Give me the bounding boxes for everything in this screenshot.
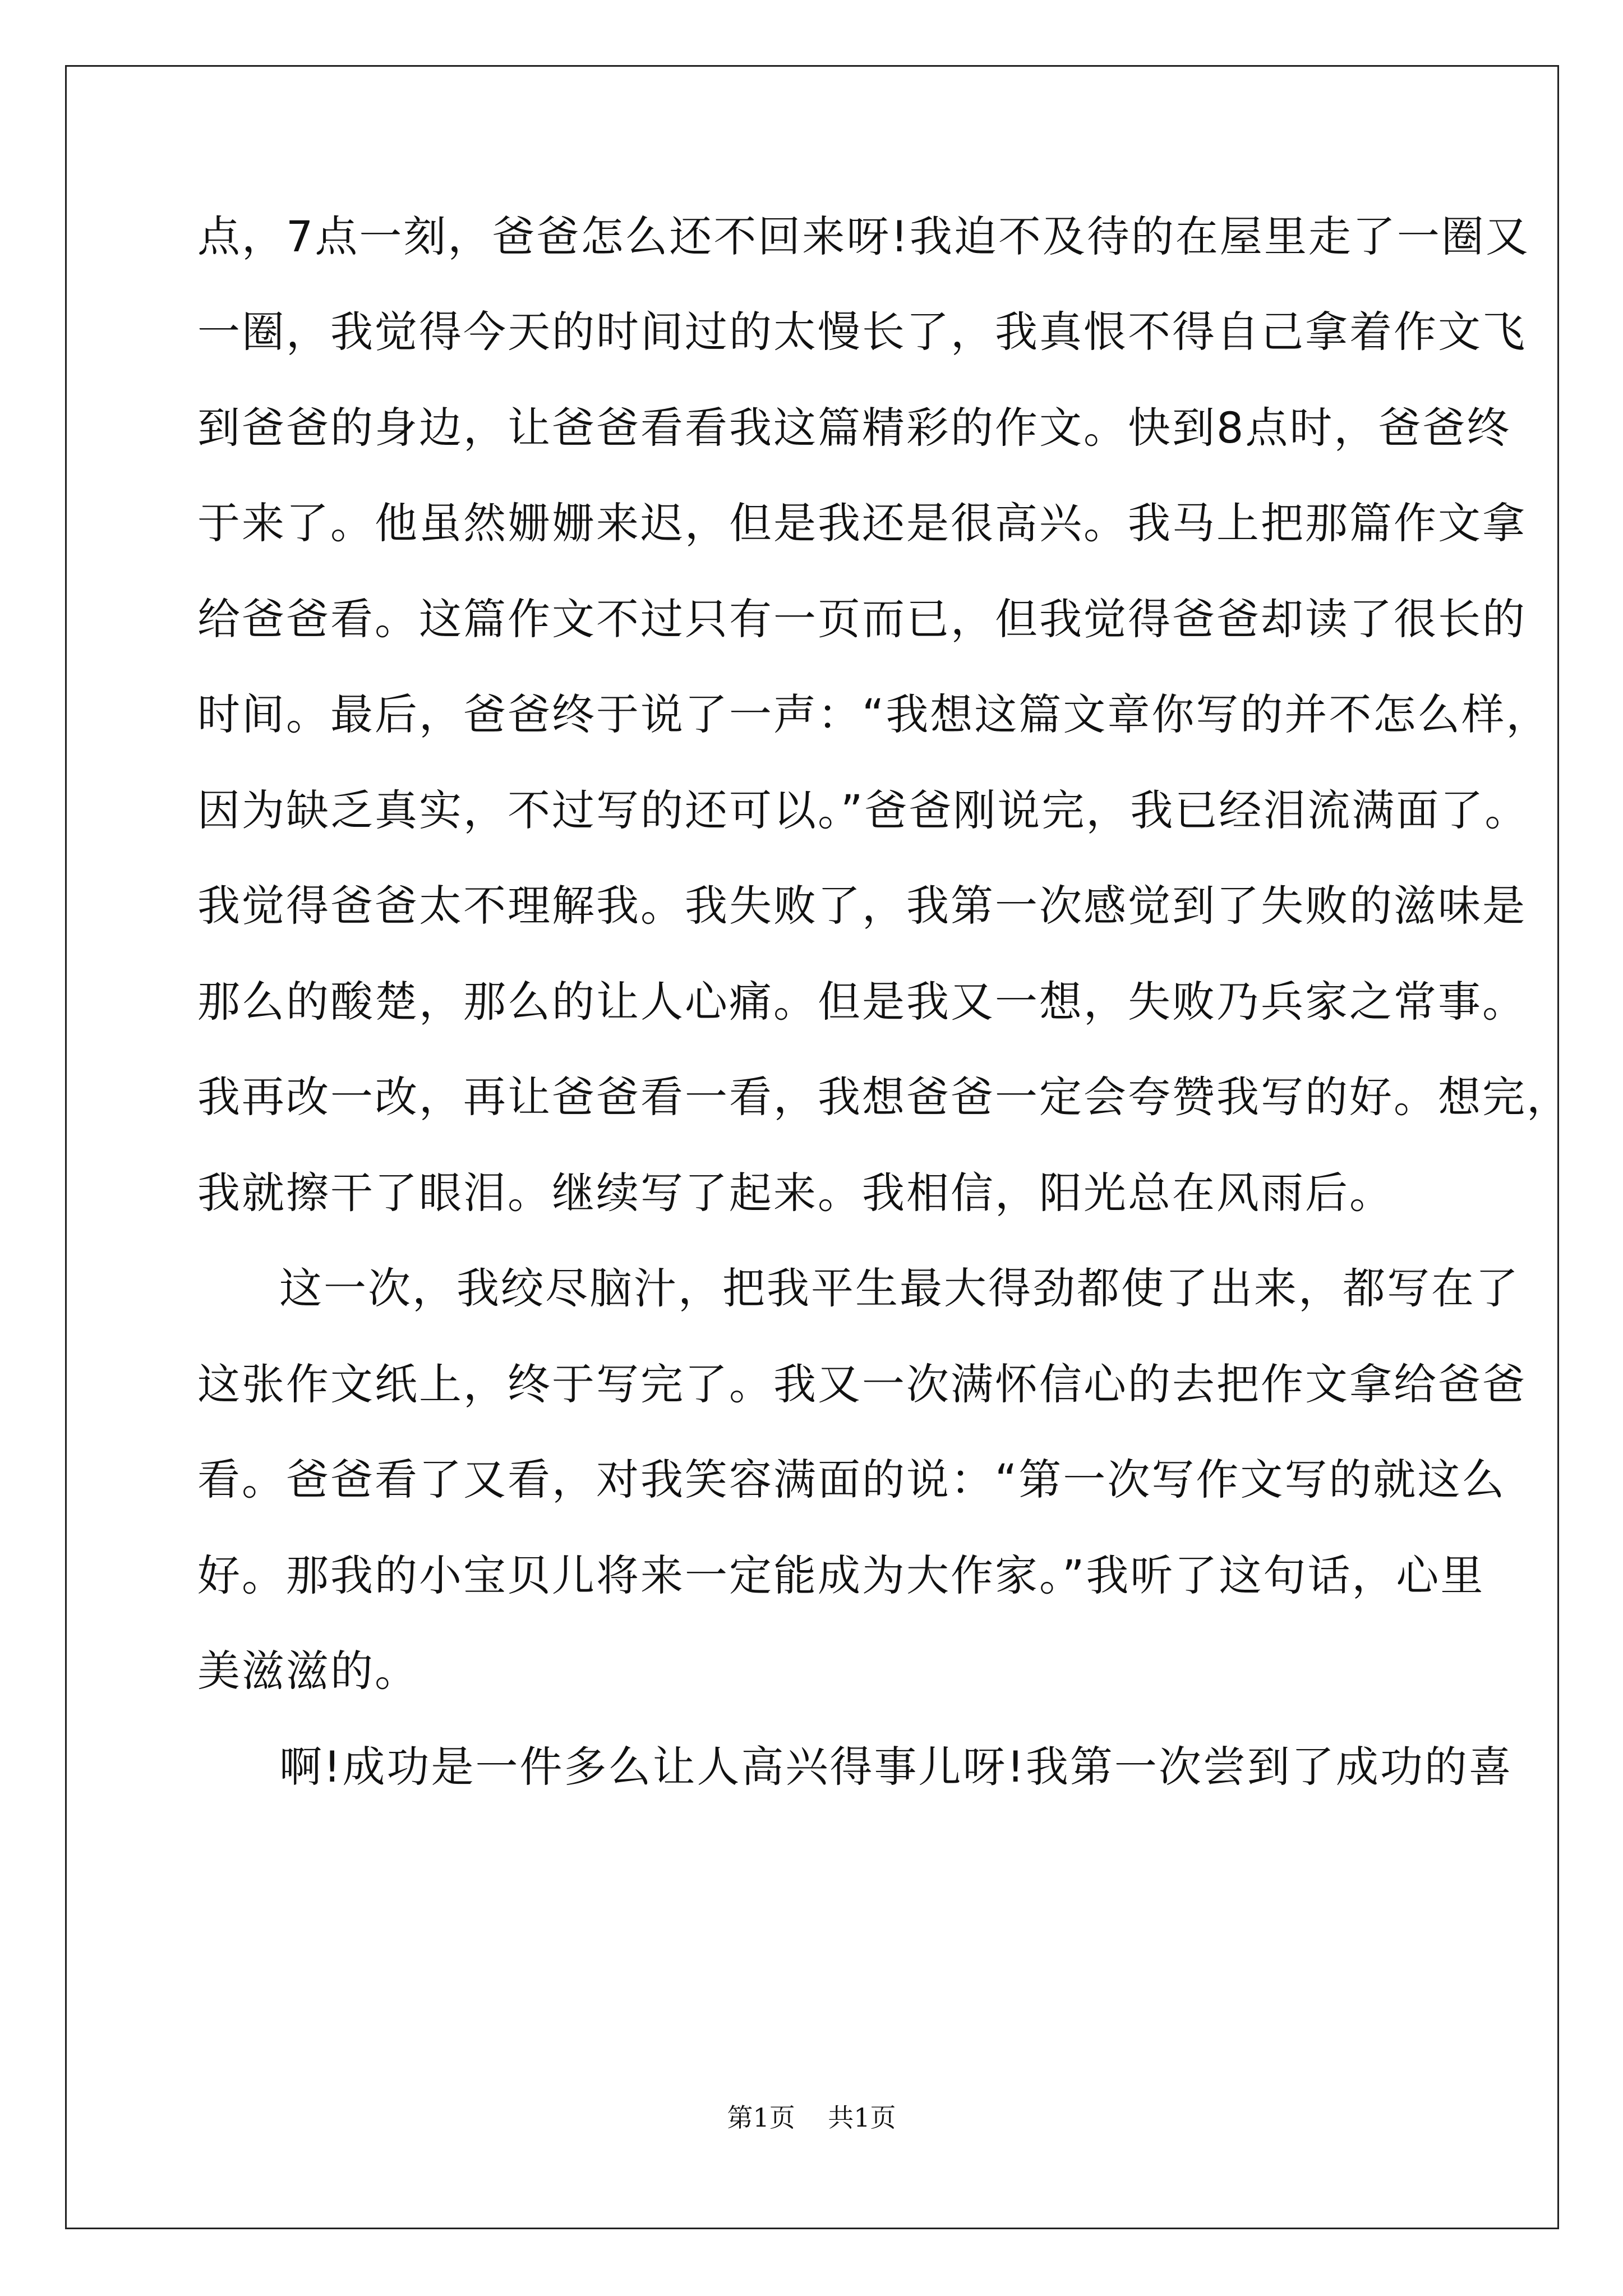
page-footer [0,2101,1623,2134]
text-line: 我就擦干了眼泪。继续写了起来。我相信，阳光总在风雨后。 [197,1168,1394,1218]
text-line: 点，7点一刻，爸爸怎么还不回来呀!我迫不及待的在屋里走了一圈又 [197,211,1530,261]
total-pages: 共1页 [828,2102,896,2133]
text-line: 我再改一改，再让爸爸看一看，我想爸爸一定会夸赞我写的好。想完， [197,1072,1571,1122]
text-line: 好。那我的小宝贝儿将来一定能成为大作家。”我听了这句话，心里 [197,1550,1485,1600]
text-line: 于来了。他虽然姗姗来迟，但是我还是很高兴。我马上把那篇作文拿 [197,498,1527,548]
text-line: 美滋滋的。 [197,1646,419,1696]
paragraph-start-line: 啊!成功是一件多么让人高兴得事儿呀!我第一次尝到了成功的喜 [279,1742,1513,1792]
text-line: 因为缺乏真实，不过写的还可以。”爸爸刚说完，我已经泪流满面了。 [197,785,1529,835]
paragraph-start-line: 这一次，我绞尽脑汁，把我平生最大得劲都使了出来，都写在了 [279,1263,1520,1313]
text-line: 时间。最后，爸爸终于说了一声：“我想这篇文章你写的并不怎么样， [197,689,1551,739]
page-border [65,65,1559,2229]
text-line: 给爸爸看。这篇作文不过只有一页而已，但我觉得爸爸却读了很长的 [197,594,1527,644]
text-line: 一圈，我觉得今天的时间过的太慢长了，我真恨不得自己拿着作文飞 [197,307,1527,357]
text-line: 看。爸爸看了又看，对我笑容满面的说：“第一次写作文写的就这么 [197,1455,1506,1504]
text-line: 到爸爸的身边，让爸爸看看我这篇精彩的作文。快到8点时，爸爸终 [197,403,1511,453]
text-line: 那么的酸楚，那么的让人心痛。但是我又一想，失败乃兵家之常事。 [197,977,1527,1027]
text-line: 这张作文纸上，终于写完了。我又一次满怀信心的去把作文拿给爸爸 [197,1359,1527,1409]
text-line: 我觉得爸爸太不理解我。我失败了，我第一次感觉到了失败的滋味是 [197,881,1527,931]
page-number: 第1页 [727,2102,795,2133]
